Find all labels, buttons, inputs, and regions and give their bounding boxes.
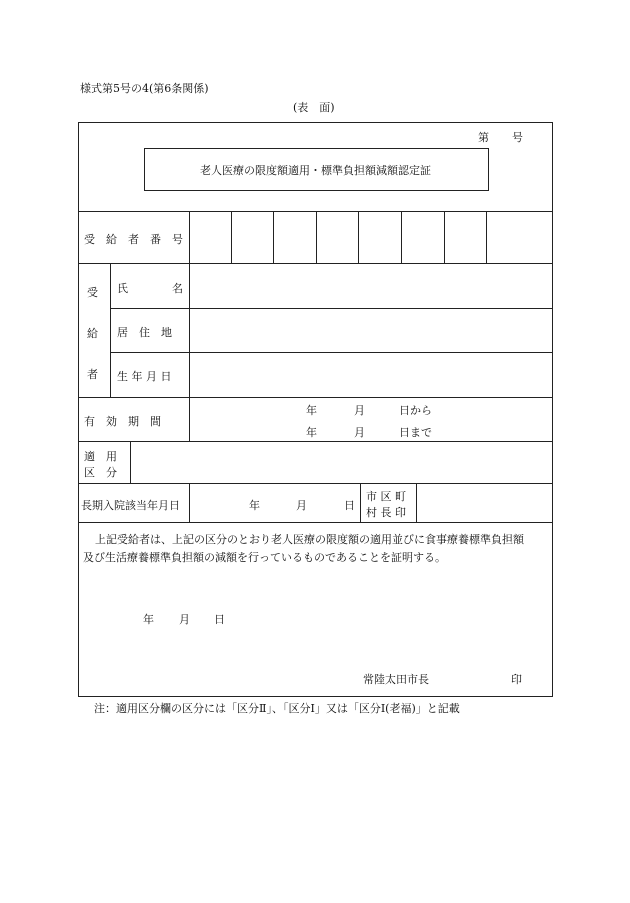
- recipient-number-field[interactable]: [190, 212, 486, 263]
- long-term-day: 日: [344, 499, 355, 512]
- validity-from-day: 日から: [399, 404, 432, 417]
- form-number: 様式第5号の4(第6条関係): [80, 82, 209, 95]
- birthdate-field[interactable]: [190, 353, 551, 397]
- certificate-title: 老人医療の限度額適用・標準負担額減額認定証: [200, 164, 431, 177]
- name-field[interactable]: [190, 264, 551, 308]
- statement-line-2: 及び生活療養標準負担額の減額を行っているものであることを証明する。: [83, 551, 446, 564]
- side-label: (表 面): [293, 101, 335, 114]
- recipient-group-char: 受: [87, 286, 98, 299]
- category-label-line1: 適 用: [84, 450, 117, 463]
- category-label-line2: 区 分: [84, 466, 117, 479]
- issue-year: 年: [143, 613, 154, 626]
- seal-area[interactable]: [417, 484, 551, 522]
- cert-number-suffix: 号: [512, 131, 523, 144]
- cert-number-prefix: 第: [478, 131, 489, 144]
- validity-to-day: 日まで: [399, 426, 432, 439]
- digit-divider: [486, 211, 487, 263]
- long-term-month: 月: [296, 499, 307, 512]
- issue-month: 月: [179, 613, 190, 626]
- divider: [110, 263, 111, 397]
- address-label: 居 住 地: [117, 326, 172, 339]
- category-field[interactable]: [131, 442, 551, 483]
- statement-line-1: 上記受給者は、上記の区分のとおり老人医療の限度額の適用並びに食事療養標準負担額: [95, 533, 524, 546]
- long-term-label: 長期入院該当年月日: [81, 499, 180, 512]
- recipient-group-char: 給: [87, 327, 98, 340]
- validity-to-month: 月: [354, 426, 365, 439]
- birthdate-label: 生 年 月 日: [117, 370, 172, 383]
- divider: [360, 483, 361, 522]
- divider: [78, 397, 552, 398]
- validity-from-year: 年: [306, 404, 317, 417]
- seal-label-line1: 市 区 町: [366, 490, 406, 503]
- recipient-group-char: 者: [87, 368, 98, 381]
- seal-mark: 印: [511, 673, 522, 686]
- validity-from-month: 月: [354, 404, 365, 417]
- recipient-number-label: 受 給 者 番 号: [84, 233, 183, 246]
- validity-to-year: 年: [306, 426, 317, 439]
- divider: [78, 522, 552, 523]
- issue-day: 日: [214, 613, 225, 626]
- divider: [189, 483, 190, 522]
- issuer-name: 常陸太田市長: [363, 673, 429, 686]
- address-field[interactable]: [190, 309, 551, 352]
- footnote: 注：適用区分欄の区分には「区分Ⅱ」、「区分Ⅰ」又は「区分Ⅰ(老福)」と記載: [94, 702, 460, 715]
- long-term-year: 年: [249, 499, 260, 512]
- name-label: 氏 名: [117, 282, 183, 295]
- validity-label: 有 効 期 間: [84, 415, 161, 428]
- seal-label-line2: 村 長 印: [366, 506, 406, 519]
